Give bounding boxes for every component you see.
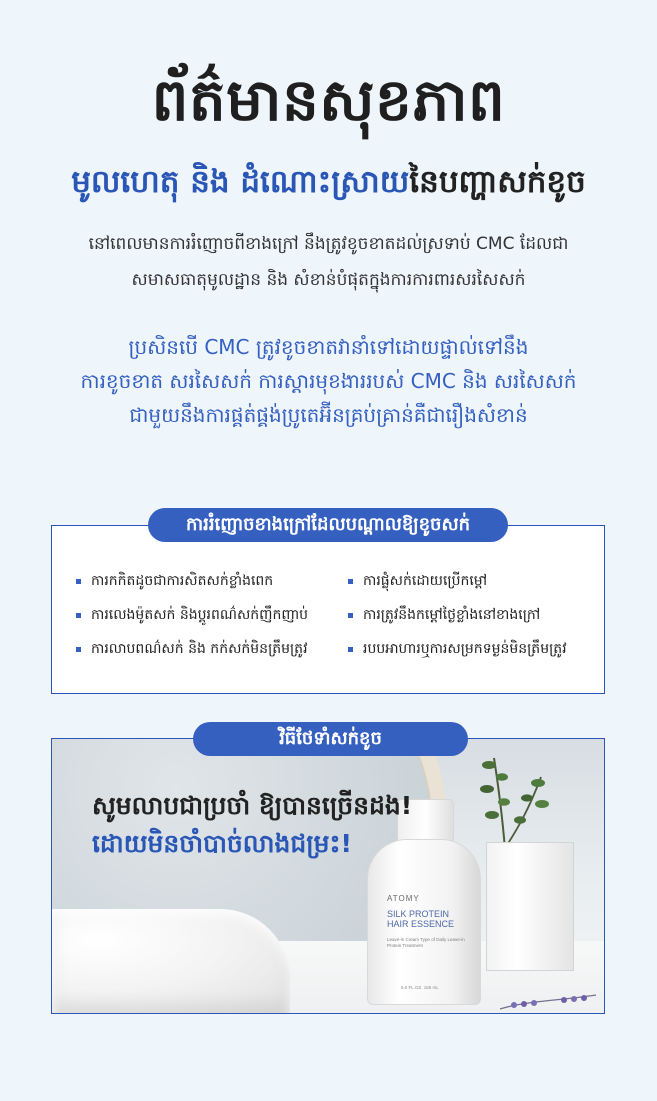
- causes-section: [51, 525, 605, 694]
- bottle-product-note: Leave-in Cream Type of Daily Leave-in Protein Treatment: [387, 937, 465, 948]
- causes-section-title: ការរំញោចខាងក្រៅដែលបណ្តាលឱ្យខូចសក់: [148, 508, 508, 542]
- page-subtitle: [0, 150, 657, 214]
- care-section-title: វិធីថែទាំសក់ខូច: [193, 722, 468, 756]
- lavender-icon: [492, 991, 602, 1014]
- care-message: [92, 787, 412, 863]
- cause-item: [348, 570, 612, 592]
- cause-item: [76, 604, 344, 626]
- bottle-product-name: SILK PROTEIN HAIR ESSENCE: [387, 909, 455, 929]
- intro-text: [58, 226, 599, 298]
- square-bullet-icon: [348, 647, 353, 652]
- causes-list: [76, 570, 612, 660]
- square-bullet-icon: [348, 579, 353, 584]
- subtitle-damaged-hair: នៃបញ្ហាសក់ខូច: [409, 164, 586, 200]
- bottle-volume: 5.0 FL.OZ. 155 mL: [401, 985, 439, 990]
- cause-item: [76, 638, 344, 660]
- towel-image: [52, 909, 290, 1014]
- highlight-line-1: ប្រសិនបើ CMC ត្រូវខូចខាតវានាំទៅដោយផ្ទាល់ទៅនឹង: [128, 335, 529, 359]
- highlight-line-2: ការខូចខាត សរសៃសក់ ការស្តារមុខងាររបស់ CMC និង សរសៃសក់: [80, 369, 577, 393]
- cause-text: ការលាបពណ៌សក់ និង កក់សក់មិនត្រឹមត្រូវ: [91, 641, 308, 657]
- square-bullet-icon: [348, 613, 353, 618]
- cause-text: របបអាហារឬការសម្រកទម្ងន់មិនត្រឹមត្រូវ: [363, 641, 567, 657]
- cause-item: [348, 638, 612, 660]
- care-line-1: សូមលាបជាប្រចាំ ឱ្យបានច្រើនដង!: [92, 791, 413, 820]
- square-bullet-icon: [76, 579, 81, 584]
- cause-text: ការលេងម៉ូតសក់ និងប្ដូរពណ៌សក់ញឹកញាប់: [91, 607, 309, 623]
- care-section: [51, 738, 605, 1014]
- cause-item: [76, 570, 344, 592]
- cause-text: ការកកិតដូចជាការសិតសក់ខ្លាំងពេក: [91, 573, 274, 589]
- white-vase-image: [486, 842, 574, 971]
- intro-line-2: សមាសធាតុមូលដ្ឋាន និង សំខាន់បំផុតក្នុងការការពារសរសៃសក់: [131, 270, 526, 290]
- square-bullet-icon: [76, 647, 81, 652]
- cause-item: [348, 604, 612, 626]
- highlight-line-3: ជាមួយនឹងការផ្គត់ផ្គង់ប្រូតេអ៊ីនគ្រប់គ្រាន់គឺជារឿងសំខាន់: [129, 403, 528, 427]
- cause-text: ការត្រូវនឹងកម្ដៅថ្ងៃខ្លាំងនៅខាងក្រៅ: [363, 607, 541, 623]
- intro-line-1: នៅពេលមានការរំញោចពីខាងក្រៅ នឹងត្រូវខូចខាតដល់ស្រទាប់ CMC ដែលជា: [88, 234, 569, 254]
- care-line-2: ដោយមិនចាំបាច់លាងជម្រះ!: [92, 829, 352, 858]
- bottle-brand: ATOMY: [387, 894, 420, 903]
- highlight-text: [40, 330, 617, 432]
- square-bullet-icon: [76, 613, 81, 618]
- page-title: ព័ត៌មានសុខភាព: [151, 66, 506, 134]
- subtitle-causes-solutions: មូលហេតុ និង ដំណោះស្រាយ: [71, 164, 410, 200]
- cause-text: ការផ្លុំសក់ដោយប្រើកម្ដៅ: [363, 573, 488, 589]
